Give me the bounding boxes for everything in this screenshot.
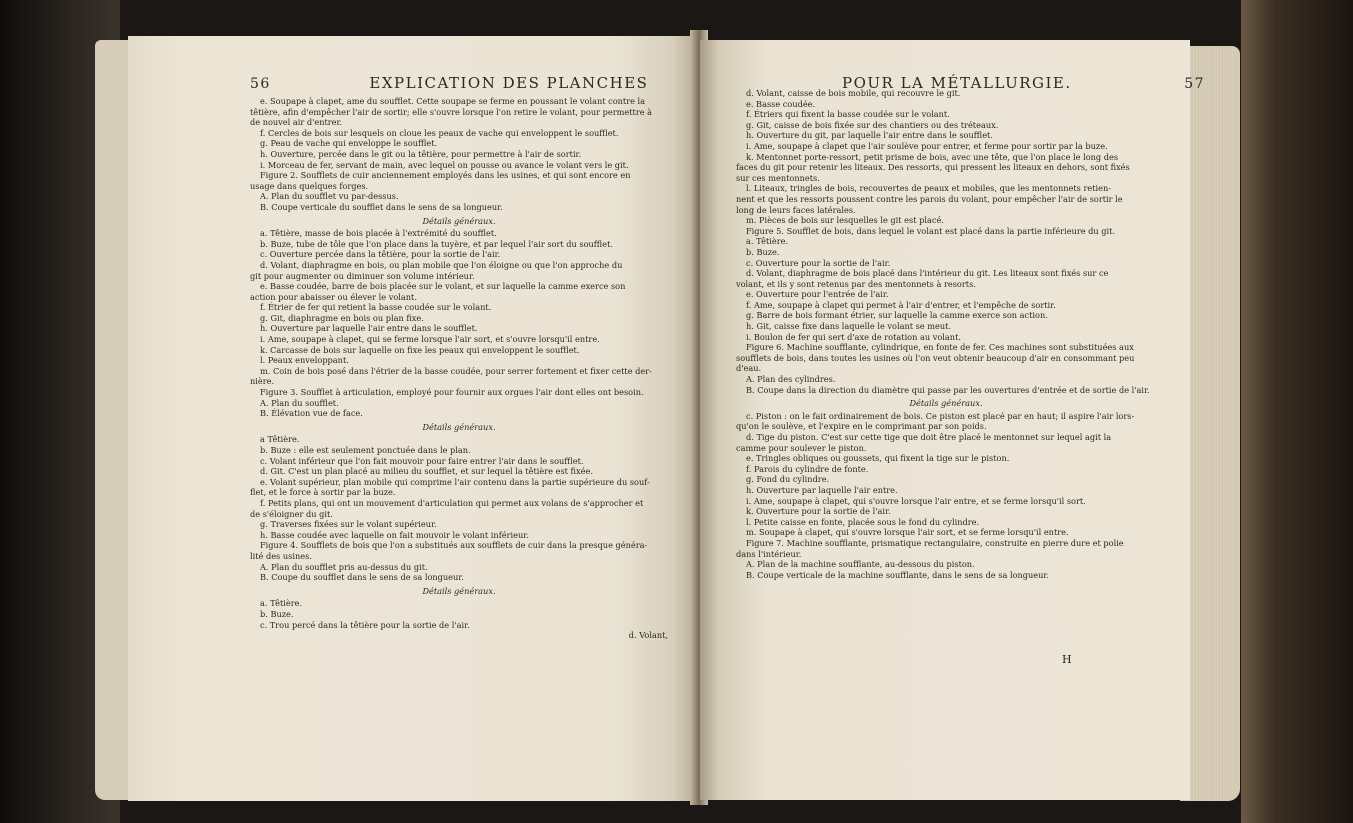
text-line: m. Pièces de bois sur lesquelles le git est placé.: [746, 215, 944, 226]
text-line: flet, et le force à sortir par la buze.: [250, 487, 396, 498]
text-line: e. Soupape à clapet, ame du soufflet. Cette soupape se ferme en poussant le volant contre la: [260, 96, 646, 106]
text-line: f. Ame, soupape à clapet qui permet à l'air d'entrer, et l'empêche de sortir.: [746, 299, 1056, 310]
text-line: k. Carcasse de bois sur laquelle on fixe les peaux qui enveloppent le soufflet.: [260, 344, 580, 355]
text-line: g. Git, diaphragme en bois ou plan fixe.: [260, 312, 424, 323]
text-line: action pour abaisser ou élever le volant.: [250, 291, 417, 302]
text-line: e. Basse coudée, barre de bois placée sur le volant, et sur laquelle la camme exerce son: [260, 281, 626, 292]
text-line: Figure 7. Machine soufflante, prismatique rectangulaire, construite en pierre dure et polie: [746, 537, 1124, 548]
text-line: lité des usines.: [250, 550, 312, 561]
right-page-number: 57: [1184, 76, 1206, 92]
text-line: usage dans quelques forges.: [250, 180, 369, 191]
text-line: d. Volant, diaphragme en bois, ou plan mobile que l'on éloigne ou que l'on approche du: [260, 259, 623, 270]
text-line: f. Parois du cylindre de fonte.: [746, 463, 869, 474]
text-line: d. Tige du piston. C'est sur cette tige que doit être placé le mentonnet sur lequel agit la: [746, 432, 1112, 442]
text-line: l. Petite caisse en fonte, placée sous le fond du cylindre.: [746, 516, 980, 527]
text-line: d. Volant, diaphragme de bois placé dans l'intérieur du git. Les liteaux sont fixés sur ce: [746, 268, 1109, 279]
text-line: c. Ouverture percée dans la têtière, pour la sortie de l'air.: [260, 249, 501, 260]
left-text-column: [250, 96, 668, 641]
text-line: f. Petits plans, qui ont un mouvement d'articulation qui permet aux volans de s'approcher et: [260, 497, 644, 508]
text-line: Détails généraux.: [422, 421, 496, 432]
text-line: B. Élévation vue de face.: [260, 408, 363, 419]
text-line: i. Ame, soupape à clapet, qui s'ouvre lorsque l'air entre, et se ferme lorsqu'il sort.: [746, 495, 1086, 506]
right-page: [700, 40, 1206, 800]
text-line: m. Coin de bois posé dans l'étrier de la basse coudée, pour serrer fortement et fixer cette der-: [260, 365, 652, 376]
text-line: B. Coupe verticale du soufflet dans le sens de sa longueur.: [260, 201, 503, 212]
text-line: e. Volant supérieur, plan mobile qui comprime l'air contenu dans la partie supérieure du souf-: [260, 476, 650, 487]
text-line: dans l'intérieur.: [736, 548, 802, 559]
text-line: b. Buze, tube de tôle que l'on place dans la tuyère, et par lequel l'air sort du soufflet.: [260, 238, 613, 249]
text-line: Figure 6. Machine soufflante, cylindrique, en fonte de fer. Ces machines sont substituées aux: [746, 342, 1134, 353]
text-line: g. Barre de bois formant étrier, sur laquelle la camme exerce son action.: [746, 310, 1048, 321]
text-line: d. Git. C'est un plan placé au milieu du soufflet, et sur lequel la têtière est fixée.: [260, 466, 593, 477]
text-line: k. Mentonnet porte-ressort, petit prisme de bois, avec une tête, que l'on place le long des: [746, 151, 1119, 162]
text-line: A. Plan du soufflet vu par-dessus.: [260, 191, 399, 202]
text-line: i. Morceau de fer, servant de main, avec lequel on pousse ou avance le volant vers le git.: [260, 159, 629, 170]
left-page-number: 56: [250, 76, 271, 92]
text-line: Figure 4. Soufflets de bois que l'on a substitués aux soufflets de cuir dans la presque généra-: [260, 540, 648, 551]
text-line: Figure 2. Soufflets de cuir anciennement employés dans les usines, et qui sont encore en: [260, 170, 631, 181]
text-line: soufflets de bois, dans toutes les usines où l'on veut obtenir beaucoup d'air en consommant peu: [736, 352, 1135, 363]
text-line: d. Volant, caisse de bois mobile, qui recouvre le git.: [746, 88, 961, 98]
text-line: Détails généraux.: [909, 398, 983, 409]
text-line: f. Étriers qui fixent la basse coudée sur le volant.: [746, 109, 950, 120]
text-line: nent et que les ressorts poussent contre les parois du volant, pour empêcher l'air de sortir le: [736, 193, 1123, 204]
text-line: h. Ouverture du git, par laquelle l'air entre dans le soufflet.: [746, 130, 993, 141]
text-line: e. Basse coudée.: [746, 98, 816, 109]
text-line: B. Coupe du soufflet dans le sens de sa longueur.: [260, 572, 464, 583]
text-line: B. Coupe verticale de la machine soufflante, dans le sens de sa longueur.: [746, 569, 1050, 580]
text-line: volant, et ils y sont retenus par des mentonnets à resorts.: [736, 278, 976, 289]
text-line: e. Ouverture pour l'entrée de l'air.: [746, 289, 889, 300]
text-line: k. Ouverture pour la sortie de l'air.: [746, 506, 891, 517]
text-line: faces du git pour retenir les liteaux. Des ressorts, qui pressent les liteaux en dehors, sont fixés: [736, 162, 1130, 173]
text-line: A. Plan de la machine soufflante, au-dessous du piston.: [746, 559, 975, 570]
text-line: b. Buze.: [260, 608, 294, 619]
right-cover: [1241, 0, 1353, 823]
text-line: g. Peau de vache qui enveloppe le soufflet.: [260, 138, 438, 149]
text-line: e. Tringles obliques ou goussets, qui fixent la tige sur le piston.: [746, 453, 1010, 464]
text-line: g. Traverses fixées sur le volant supérieur.: [260, 519, 437, 530]
left-running-head: EXPLICATION DES PLANCHES: [369, 74, 649, 92]
text-line: a. Têtière, masse de bois placée à l'extrémité du soufflet.: [260, 228, 497, 239]
text-line: h. Git, caisse fixe dans laquelle le volant se meut.: [746, 321, 952, 332]
text-line: nière.: [250, 376, 275, 387]
text-line: Détails généraux.: [422, 585, 496, 596]
text-line: c. Trou percé dans la têtière pour la sortie de l'air.: [260, 619, 470, 630]
text-line: de s'éloigner du git.: [250, 508, 333, 519]
text-line: Figure 3. Soufflet à articulation, employé pour fournir aux orgues l'air dont elles ont besoin.: [260, 387, 644, 398]
text-line: long de leurs faces latérales.: [736, 204, 856, 215]
text-line: A. Plan du soufflet pris au-dessus du git.: [260, 561, 428, 572]
text-line: c. Ouverture pour la sortie de l'air.: [746, 257, 891, 268]
text-line: b. Buze.: [746, 246, 780, 257]
text-line: qu'on le soulève, et l'expire en le comprimant par son poids.: [736, 421, 987, 432]
text-line: c. Volant inférieur que l'on fait mouvoir pour faire entrer l'air dans le soufflet.: [260, 455, 584, 466]
text-line: f. Cercles de bois sur lesquels on cloue les peaux de vache qui enveloppent le soufflet.: [260, 127, 619, 138]
text-line: g. Git, caisse de bois fixée sur des chantiers ou des tréteaux.: [746, 119, 999, 130]
text-line: c. Piston : on le fait ordinairement de bois. Ce piston est placé par en haut; il aspire l'air lors-: [746, 410, 1135, 421]
text-line: d. Volant,: [628, 630, 668, 641]
text-line: b. Buze : elle est seulement ponctuée dans le plan.: [260, 445, 471, 455]
text-line: f. Étrier de fer qui retient la basse coudée sur le volant.: [260, 302, 492, 313]
text-line: h. Ouverture par laquelle l'air entre.: [746, 484, 898, 495]
text-line: a Têtière.: [260, 434, 300, 445]
text-line: camme pour soulever le piston.: [736, 442, 867, 453]
text-line: de nouvel air d'entrer.: [250, 117, 343, 128]
text-line: i. Ame, soupape à clapet que l'air soulève pour entrer, et ferme pour sortir par la buze.: [746, 140, 1108, 151]
text-line: g. Fond du cylindre.: [746, 474, 830, 485]
text-line: A. Plan des cylindres.: [746, 374, 836, 385]
text-line: h. Basse coudée avec laquelle on fait mouvoir le volant inférieur.: [260, 529, 529, 540]
text-line: d'eau.: [736, 363, 762, 374]
text-line: i. Ame, soupape à clapet, qui se ferme lorsque l'air sort, et s'ouvre lorsqu'il entre.: [260, 334, 600, 345]
text-line: l. Peaux enveloppant.: [260, 355, 349, 366]
signature-mark: H: [1062, 653, 1072, 666]
text-line: B. Coupe dans la direction du diamètre qui passe par les ouvertures d'entrée et de sortie de l'air.: [746, 384, 1150, 395]
text-line: h. Ouverture par laquelle l'air entre dans le soufflet.: [260, 323, 478, 334]
right-text-column: [736, 88, 1156, 580]
left-page: [128, 36, 696, 801]
text-line: l. Liteaux, tringles de bois, recouvertes de peaux et mobiles, que les mentonnets retien-: [746, 183, 1112, 194]
text-line: têtière, afin d'empêcher l'air de sortir; elle s'ouvre lorsque l'on retire le volant, pour permettre à: [250, 106, 653, 117]
text-line: Figure 5. Soufflet de bois, dans lequel le volant est placé dans la partie inférieure du git.: [746, 225, 1116, 236]
text-line: a. Têtière.: [746, 236, 789, 247]
text-line: h. Ouverture, percée dans le git ou la têtière, pour permettre à l'air de sortir.: [260, 148, 582, 159]
text-line: m. Soupape à clapet, qui s'ouvre lorsque l'air sort, et se ferme lorsqu'il entre.: [746, 527, 1069, 538]
left-page-header: [250, 74, 648, 92]
text-line: sur ces mentonnets.: [736, 172, 820, 183]
text-line: git pour augmenter ou diminuer son volume intérieur.: [250, 270, 475, 281]
text-line: A. Plan du soufflet.: [260, 397, 339, 408]
text-line: a. Têtière.: [260, 598, 303, 609]
text-line: i. Boulon de fer qui sert d'axe de rotation au volant.: [746, 331, 961, 342]
right-running-head: POUR LA MÉTALLURGIE.: [842, 74, 1072, 92]
text-line: Détails généraux.: [422, 215, 496, 226]
